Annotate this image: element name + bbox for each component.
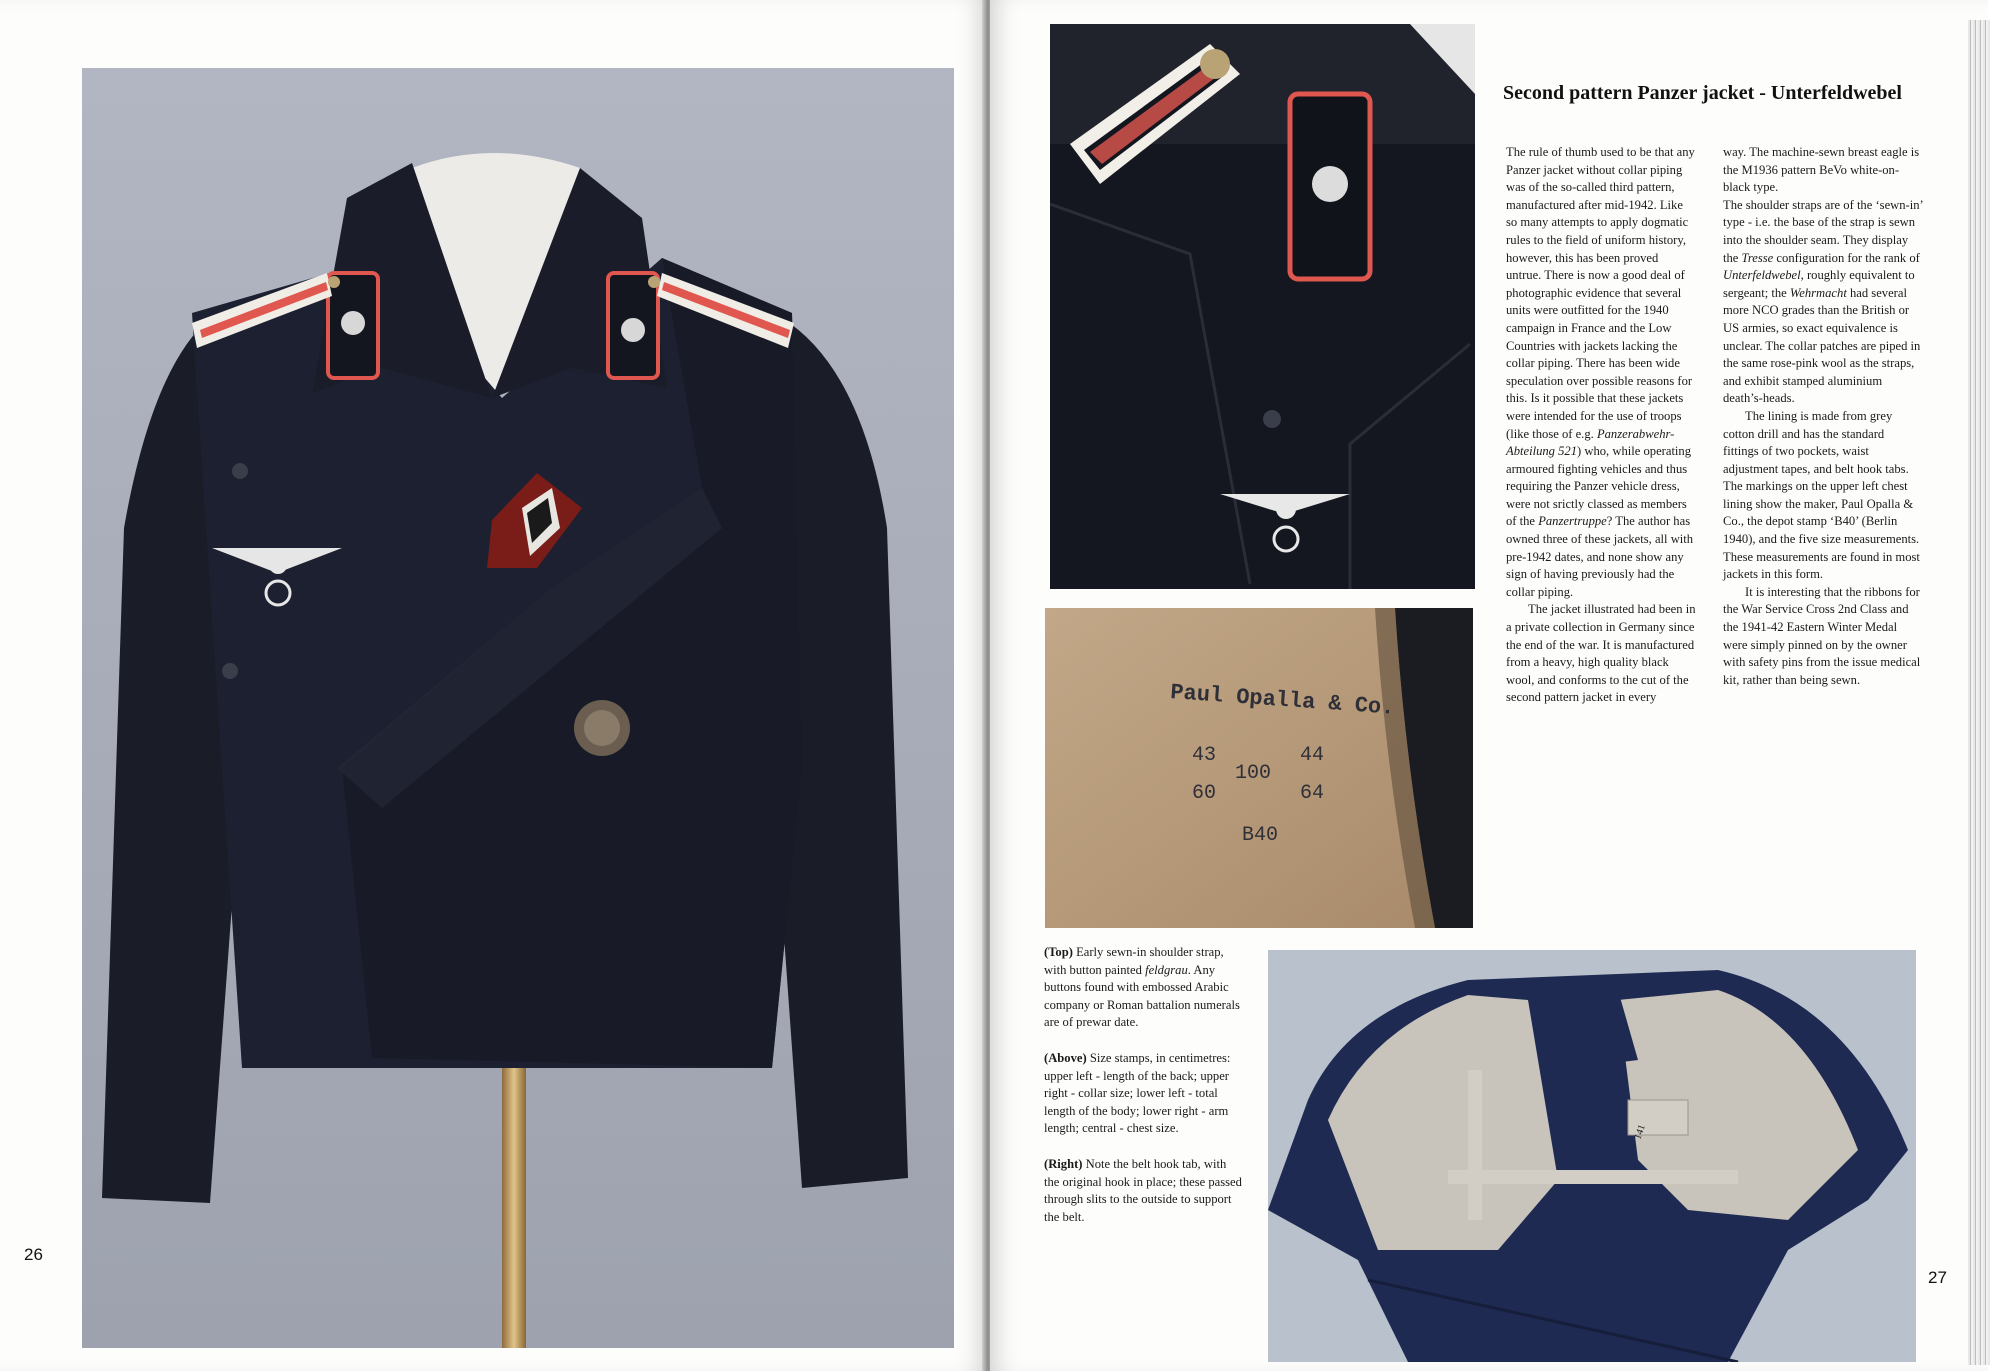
body-column-2 <box>1723 144 1923 689</box>
col2-para-2: The shoulder straps are of the ‘sewn-in’ type - i.e. the base of the strap is sewn into the shoulder seam. They display the Tresse configuration for the rank of Unterfeldwebel, roughly equivalent to sergeant; the Wehrmacht had several more NCO grades than the British or US armies, so exact equivalence is unclear. The collar patches are piped in the same rose-pink wool as the straps, and exhibit stamped aluminium death’s-heads. <box>1723 197 1923 406</box>
page-number-right: 27 <box>1928 1268 1947 1287</box>
col2-para-3: The lining is made from grey cotton drill and has the standard fittings of two pockets, waist adjustment tapes, and belt hook tabs. The markings on the upper left chest lining show the maker, Paul Opalla & Co., the depot stamp ‘B40’ (Berlin 1940), and the five size measurements. These measurements are found in most jackets in this form. <box>1723 408 1920 582</box>
article-title: Second pattern Panzer jacket - Unterfeldwebel <box>1503 82 1902 104</box>
caption-right: (Right) Note the belt hook tab, with the original hook in place; these passed through slits to the outside to support the belt. <box>1044 1156 1242 1224</box>
col1-para-1: The rule of thumb used to be that any Panzer jacket without collar piping was of the so-called third pattern, manufactured after mid-1942. Like so many attempts to apply dogmatic rules to the field of uniform history, however, this has been proved untrue. There is now a good deal of photographic evidence that several units were outfitted for the 1940 campaign in France and the Low Countries with jackets lacking the collar piping. There has been wide speculation over possible reasons for this. Is it possible that these jackets were intended for the use of troops (like those of e.g. Panzerabwehr-Abteilung 521) who, while operating armoured fighting vehicles and thus requiring the Panzer vehicle dress, were not srictly classed as members of the Panzertruppe? The author has owned three of these jackets, all with pre-1942 dates, and none show any sign of having previously had the collar piping. <box>1506 145 1695 599</box>
stamp-center: 100 <box>1235 762 1272 785</box>
col2-para-4: It is interesting that the ribbons for the War Service Cross 2nd Class and the 1941-42 Eastern Winter Medal were simply pinned on by the owner with safety pins from the issue medical kit, rather than being sewn. <box>1723 584 1921 687</box>
photo-captions <box>1044 944 1244 1244</box>
stamp-depot: B40 <box>1242 824 1279 847</box>
stamp-lower-left: 60 <box>1192 782 1217 805</box>
stamp-upper-left: 43 <box>1192 744 1217 767</box>
col2-para-1: way. The machine-sewn breast eagle is the M1936 pattern BeVo white-on-black type. <box>1723 145 1920 195</box>
size-stamp-photo <box>1045 608 1473 928</box>
stamp-upper-right: 44 <box>1300 744 1325 767</box>
caption-top: (Top) Early sewn-in shoulder strap, with button painted feldgrau. Any buttons found with embossed Arabic company or Roman battalion numerals are of prewar date. <box>1044 945 1240 1030</box>
collar-detail-photo <box>1050 24 1475 589</box>
stamp-maker: Paul Opalla & Co. <box>1169 680 1396 721</box>
jacket-front-photo <box>82 68 954 1348</box>
stamp-lower-right: 64 <box>1300 782 1325 805</box>
page-number-left: 26 <box>24 1245 43 1264</box>
lining-tab-label: 141 <box>1632 1123 1648 1142</box>
caption-above: (Above) Size stamps, in centimetres: upper left - length of the back; upper right - collar size; lower left - total length of the body; lower right - arm length; central - chest size. <box>1044 1050 1231 1136</box>
body-column-1 <box>1506 144 1696 707</box>
lining-interior-photo <box>1268 950 1916 1362</box>
page-edge-stack <box>1968 20 1990 1365</box>
col1-para-2: The jacket illustrated had been in a private collection in Germany since the end of the war. It is manufactured from a heavy, high quality black wool, and conforms to the cut of the second pattern jacket in every <box>1506 602 1696 705</box>
